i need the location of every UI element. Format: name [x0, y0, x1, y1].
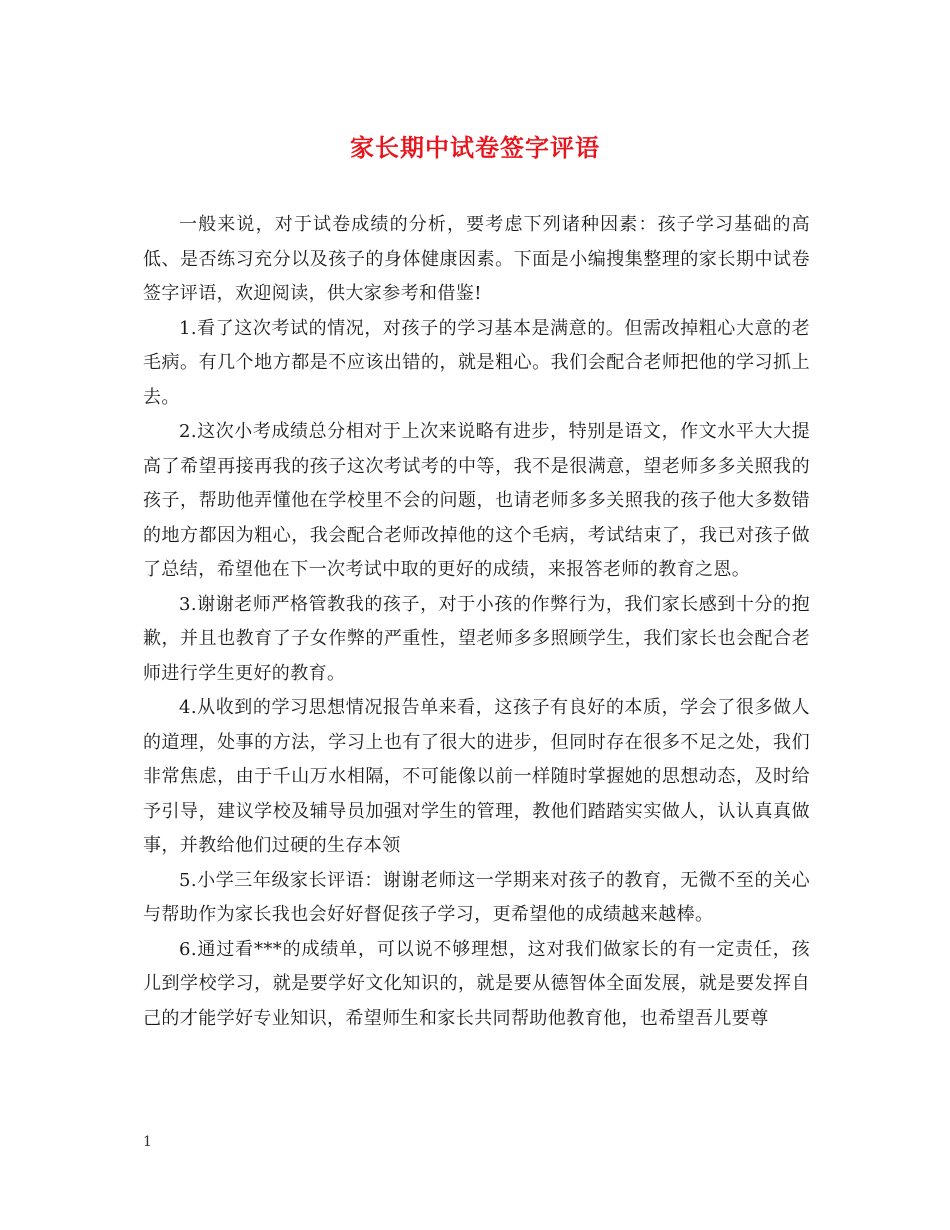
document-title: 家长期中试卷签字评语: [350, 133, 600, 162]
paragraph-item-3: 3.谢谢老师严格管教我的孩子，对于小孩的作弊行为，我们家长感到十分的抱歉，并且也教育了子女作弊的严重性，望老师多多照顾学生，我们家长也会配合老师进行学生更好的教育。: [143, 593, 810, 684]
page-number: 1: [143, 1134, 152, 1150]
paragraph-item-5: 5.小学三年级家长评语：谢谢老师这一学期来对孩子的教育，无微不至的关心与帮助作为家长我也会好好督促孩子学习，更希望他的成绩越来越棒。: [143, 869, 810, 925]
document-body: [143, 208, 810, 1036]
paragraph-intro: 一般来说，对于试卷成绩的分析，要考虑下列诸种因素：孩子学习基础的高低、是否练习充分以及孩子的身体健康因素。下面是小编搜集整理的家长期中试卷签字评语，欢迎阅读，供大家参考和借鉴!: [143, 214, 810, 304]
paragraph-item-4: 4.从收到的学习思想情况报告单来看，这孩子有良好的本质，学会了很多做人的道理，处事的方法，学习上也有了很大的进步，但同时存在很多不足之处，我们非常焦虑，由于千山万水相隔，不可能像以前一样随时掌握她的思想动态，及时给予引导，建议学校及辅导员加强对学生的管理，教他们踏踏实实做人，认认真真做事，并教给他们过硬的生存本领: [143, 697, 810, 856]
paragraph-item-2: 2.这次小考成绩总分相对于上次来说略有进步，特别是语文，作文水平大大提高了希望再接再我的孩子这次考试考的中等，我不是很满意，望老师多多关照我的孩子，帮助他弄懂他在学校里不会的问题，也请老师多多关照我的孩子他大多数错的地方都因为粗心，我会配合老师改掉他的这个毛病，考试结束了，我已对孩子做了总结，希望他在下一次考试中取的更好的成绩，来报答老师的教育之恩。: [143, 421, 810, 580]
paragraph-item-1: 1.看了这次考试的情况，对孩子的学习基本是满意的。但需改掉粗心大意的老毛病。有几个地方都是不应该出错的，就是粗心。我们会配合老师把他的学习抓上去。: [143, 317, 810, 408]
paragraph-item-6: 6.通过看***的成绩单，可以说不够理想，这对我们做家长的有一定责任，孩儿到学校学习，就是要学好文化知识的，就是要从德智体全面发展，就是要发挥自己的才能学好专业知识，希望师生和家长共同帮助他教育他，也希望吾儿要尊: [143, 938, 810, 1029]
